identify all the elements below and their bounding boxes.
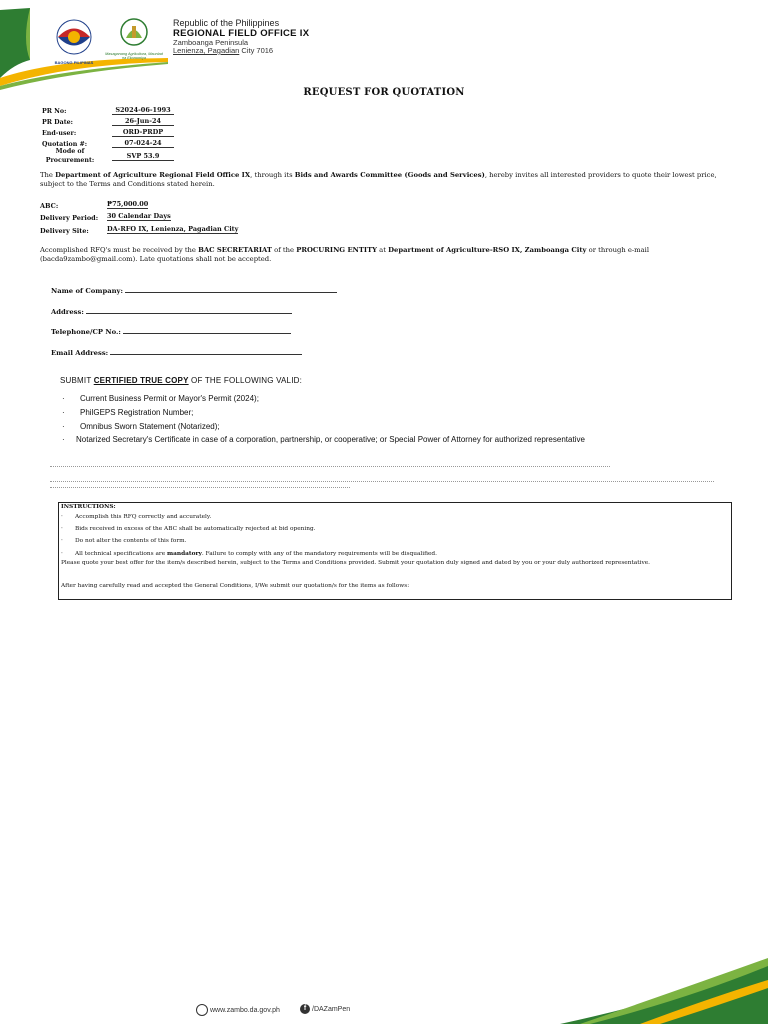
bagong-pilipinas-logo [48,18,100,65]
mandatory-post: . Failure to comply with any of the mandatory requirements will be disqualified. [201,551,437,557]
bagong-pilipinas-wordmark: BAGONG PILIPINAS [54,60,94,65]
instruction-item [61,551,437,557]
address-field[interactable] [51,307,292,316]
bullet: · [62,435,65,444]
abc-label: ABC: [40,202,59,210]
submission-bold-3: Department of Agriculture-RSO IX, Zamboanga City [388,246,587,254]
requirement-text: Notarized Secretary's Certificate in case of a corporation, partnership, or cooperative; or Special Power of Attorney for authorized representative [76,435,585,444]
intro-bold-1: Department of Agriculture Regional Field Office IX [55,171,251,179]
intro-paragraph [40,171,730,189]
submission-text-2: of the [271,246,297,254]
email-line[interactable] [110,348,302,355]
da-logo [104,18,164,62]
mandatory-pre: All technical specifications are [75,551,167,557]
telephone-line[interactable] [123,327,291,334]
address-line[interactable] [86,307,292,314]
submission-bold-1: BAC SECRETARIAT [198,246,272,254]
quote-instruction: Please quote your best offer for the item/s described herein, subject to the Terms and Conditions provided. Submit your quotation duly signed and dated by you or your duly authorized representative. [61,560,650,566]
submission-text-4: or through e-mail (bacda9zambo@gmail.com). Late quotations shall not be accepted. [40,246,650,264]
submission-text-3: at [377,246,389,254]
acceptance-statement: After having carefully read and accepted the General Conditions, I/We submit our quotation/s for the items as follows: [61,583,410,589]
website-link[interactable]: www.zambo.da.gov.ph [210,1006,280,1014]
address-label: Address: [51,308,84,316]
company-name-label: Name of Company: [51,287,124,295]
pr-no-value: S2024-06-1993 [112,106,174,115]
instructions-heading: INSTRUCTIONS: [61,504,116,510]
bullet: · [61,538,63,544]
bullet: · [62,422,65,431]
fine-print-2 [50,481,714,484]
footer-swoosh [560,958,768,1024]
delivery-site-label: Delivery Site: [40,227,89,235]
mode-of-procurement-label: Mode of Procurement: [45,148,95,164]
header-city-suffix: City 7016 [239,46,274,55]
intro-bold-2: Bids and Awards Committee (Goods and Services) [294,171,485,179]
submission-paragraph [40,246,730,264]
quotation-no-label: Quotation #: [42,141,88,148]
end-user-value: ORD-PRDP [112,128,174,137]
requirements-emphasis: CERTIFIED TRUE COPY [93,376,189,385]
footer-facebook[interactable] [300,1004,350,1014]
mode-of-procurement-value: SVP 53.9 [112,152,174,161]
requirement-item [62,394,259,403]
pr-date-label: PR Date: [42,119,73,126]
pr-date-value: 26-Jun-24 [112,117,174,126]
requirement-text: Current Business Permit or Mayor's Permit (2024); [80,394,259,403]
bullet: · [62,408,65,417]
intro-text-3: , hereby invites all interested providers to quote their lowest price, subject to the Terms and Conditions stated herein. [40,171,717,189]
submission-text-1: Accomplished RFQ's must be received by the [40,246,199,254]
da-tagline: Masaganang Agrikultura, Maunlad na Ekonomiya [105,52,163,61]
facebook-link[interactable]: /DAZamPen [312,1005,351,1013]
header-city-prefix: Lenienza, Pagadian [173,46,240,55]
bullet: · [61,551,63,557]
bullet: · [62,394,65,403]
requirement-text: PhilGEPS Registration Number; [80,408,194,417]
intro-text-1: The [40,171,56,179]
submission-bold-2: PROCURING ENTITY [296,246,377,254]
email-field[interactable] [51,348,302,357]
requirements-suffix: OF THE FOLLOWING VALID: [188,376,303,385]
header-region: Zamboanga Peninsula [173,38,249,47]
bullet: · [61,514,63,520]
header-office: REGIONAL FIELD OFFICE IX [173,28,310,39]
globe-icon [196,1004,208,1016]
end-user-label: End-user: [42,130,77,137]
requirement-item [62,422,220,431]
delivery-period-label: Delivery Period: [40,214,99,222]
delivery-site-value: DA-RFO IX, Lenienza, Pagadian City [107,225,239,233]
requirements-prefix: SUBMIT [60,376,94,385]
abc-value: ₱75,000.00 [107,200,149,208]
bullet: · [61,526,63,532]
requirements-title [60,376,302,385]
pr-no-label: PR No: [42,108,67,115]
email-label: Email Address: [51,349,109,357]
telephone-label: Telephone/CP No.: [51,328,121,336]
telephone-field[interactable] [51,327,291,336]
facebook-icon: f [300,1004,310,1014]
instruction-text: Do not alter the contents of this form. [75,538,187,544]
footer-website[interactable] [196,1004,280,1016]
company-name-line[interactable] [125,286,337,293]
requirement-item [62,435,585,444]
header-republic: Republic of the Philippines [173,18,280,28]
intro-text-2: , through its [250,171,295,179]
mandatory-word: mandatory [166,551,202,557]
instruction-text: Accomplish this RFQ correctly and accurately. [75,514,212,520]
quotation-no-value: 07-024-24 [112,139,174,148]
requirement-text: Omnibus Sworn Statement (Notarized); [80,422,220,431]
fine-print-1 [50,466,610,469]
instruction-item [61,514,211,520]
requirement-item [62,408,193,417]
fine-print-3 [50,487,350,490]
delivery-period-value: 30 Calendar Days [107,212,171,220]
company-name-field[interactable] [51,286,337,295]
instruction-item [61,538,186,544]
page-title: REQUEST FOR QUOTATION [303,87,465,98]
instruction-text: Bids received in excess of the ABC shall be automatically rejected at bid opening. [75,526,316,532]
instruction-item [61,526,316,532]
header-city [173,47,273,55]
